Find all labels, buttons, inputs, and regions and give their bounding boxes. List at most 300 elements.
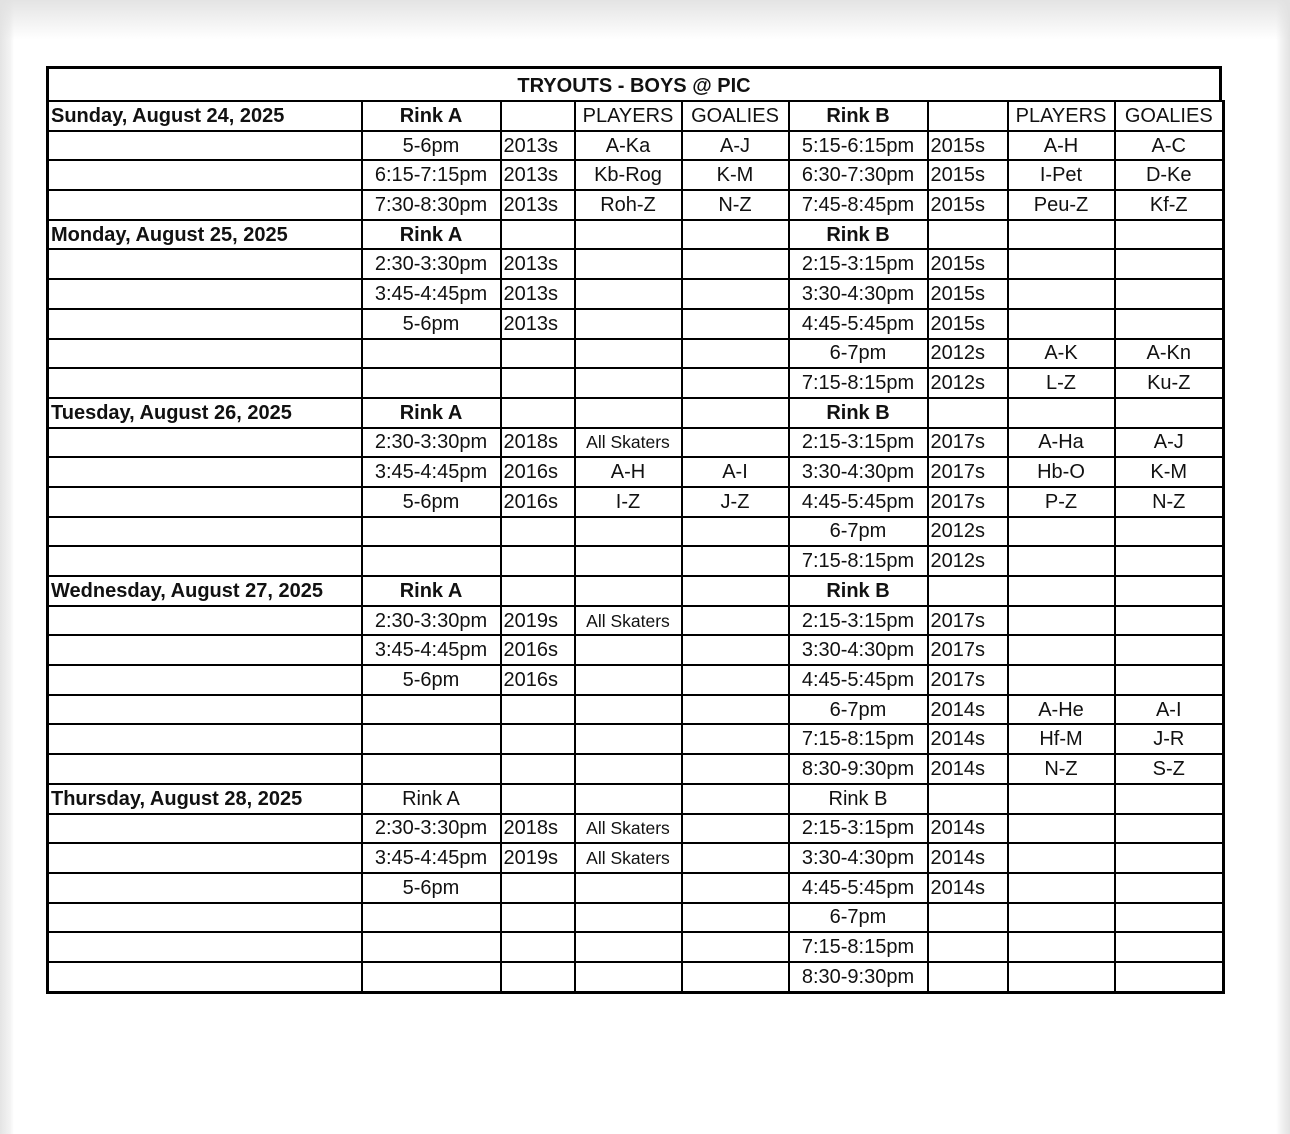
rink-a-birth-year: 2016s	[501, 487, 575, 517]
table-row	[48, 665, 1224, 695]
rink-a-players	[575, 546, 682, 576]
rink-b-time: 7:15-8:15pm	[789, 724, 928, 754]
rink-a-players: I-Z	[575, 487, 682, 517]
rink-b-goalies	[1115, 517, 1224, 547]
table-row	[48, 903, 1224, 933]
rink-b-goalies: D-Ke	[1115, 160, 1224, 190]
rink-b-players	[1008, 635, 1115, 665]
tryout-schedule-sheet	[46, 66, 1222, 994]
rink-b-players	[1008, 606, 1115, 636]
rink-b-birth-year	[928, 903, 1008, 933]
rink-a-label: Rink A	[362, 398, 501, 428]
table-row	[48, 546, 1224, 576]
rink-a-goalies	[682, 279, 789, 309]
rink-b-birth-year: 2015s	[928, 249, 1008, 279]
rink-a-time	[362, 903, 501, 933]
rink-b-players: Hf-M	[1008, 724, 1115, 754]
rink-b-birth-year: 2017s	[928, 428, 1008, 458]
day-spacer-cell	[48, 873, 362, 903]
rink-a-birth-year	[501, 546, 575, 576]
schedule-table	[46, 100, 1225, 994]
rink-b-birth-year: 2015s	[928, 131, 1008, 161]
rink-a-players	[575, 339, 682, 369]
rink-a-players	[575, 932, 682, 962]
rink-a-time: 2:30-3:30pm	[362, 428, 501, 458]
day-spacer-cell	[48, 814, 362, 844]
rink-a-birth-year: 2016s	[501, 665, 575, 695]
rink-a-players	[575, 517, 682, 547]
rink-a-goalies: N-Z	[682, 190, 789, 220]
players-a-header	[575, 576, 682, 606]
goalies-a-header	[682, 784, 789, 814]
rink-b-label: Rink B	[789, 784, 928, 814]
table-row	[48, 160, 1224, 190]
rink-b-goalies: N-Z	[1115, 487, 1224, 517]
rink-b-goalies	[1115, 962, 1224, 992]
day-spacer-cell	[48, 932, 362, 962]
rink-b-label: Rink B	[789, 398, 928, 428]
rink-b-goalies: K-M	[1115, 457, 1224, 487]
rink-a-goalies	[682, 635, 789, 665]
rink-b-birth-year: 2017s	[928, 665, 1008, 695]
rink-b-players: A-He	[1008, 695, 1115, 725]
rink-a-birth-year: 2018s	[501, 814, 575, 844]
day-label: Sunday, August 24, 2025	[48, 101, 362, 131]
table-row	[48, 190, 1224, 220]
table-row	[48, 695, 1224, 725]
rink-b-time: 2:15-3:15pm	[789, 814, 928, 844]
rink-a-birth-year	[501, 962, 575, 992]
rink-b-players: P-Z	[1008, 487, 1115, 517]
rink-a-birth-year	[501, 517, 575, 547]
rink-b-goalies: A-J	[1115, 428, 1224, 458]
rink-b-players	[1008, 873, 1115, 903]
goalies-b-header: GOALIES	[1115, 101, 1224, 131]
table-row	[48, 487, 1224, 517]
rink-b-time: 2:15-3:15pm	[789, 428, 928, 458]
rink-b-time: 6:30-7:30pm	[789, 160, 928, 190]
rink-a-time: 2:30-3:30pm	[362, 814, 501, 844]
rink-a-goalies	[682, 962, 789, 992]
rink-a-players: Roh-Z	[575, 190, 682, 220]
rink-b-time: 7:15-8:15pm	[789, 932, 928, 962]
day-spacer-cell	[48, 843, 362, 873]
table-row	[48, 249, 1224, 279]
rink-a-time: 5-6pm	[362, 309, 501, 339]
rink-b-time: 4:45-5:45pm	[789, 873, 928, 903]
rink-a-time: 7:30-8:30pm	[362, 190, 501, 220]
rink-a-goalies	[682, 517, 789, 547]
rink-a-time: 3:45-4:45pm	[362, 635, 501, 665]
schedule-body	[48, 101, 1224, 992]
rink-b-time: 6-7pm	[789, 903, 928, 933]
rink-a-label: Rink A	[362, 576, 501, 606]
rink-a-goalies	[682, 932, 789, 962]
players-a-header	[575, 784, 682, 814]
table-row	[48, 279, 1224, 309]
rink-b-time: 3:30-4:30pm	[789, 635, 928, 665]
rink-b-time: 3:30-4:30pm	[789, 457, 928, 487]
rink-a-time: 5-6pm	[362, 131, 501, 161]
rink-b-birth-year: 2014s	[928, 814, 1008, 844]
rink-b-birth-year: 2017s	[928, 606, 1008, 636]
rink-a-players: All Skaters	[575, 814, 682, 844]
rink-b-goalies	[1115, 932, 1224, 962]
rink-b-goalies	[1115, 635, 1224, 665]
table-row	[48, 517, 1224, 547]
rink-b-players	[1008, 903, 1115, 933]
rink-b-players	[1008, 517, 1115, 547]
rink-b-birth-year: 2012s	[928, 339, 1008, 369]
rink-b-time: 7:15-8:15pm	[789, 546, 928, 576]
rink-a-goalies	[682, 428, 789, 458]
table-row	[48, 131, 1224, 161]
players-b-header	[1008, 220, 1115, 250]
rink-b-goalies: J-R	[1115, 724, 1224, 754]
rink-a-birth-year: 2016s	[501, 457, 575, 487]
rink-b-birth-year: 2015s	[928, 279, 1008, 309]
rink-a-players	[575, 665, 682, 695]
day-spacer-cell	[48, 487, 362, 517]
rink-a-time: 3:45-4:45pm	[362, 843, 501, 873]
rink-a-goalies	[682, 368, 789, 398]
rink-b-goalies: A-I	[1115, 695, 1224, 725]
day-spacer-cell	[48, 695, 362, 725]
day-label: Thursday, August 28, 2025	[48, 784, 362, 814]
rink-b-players: N-Z	[1008, 754, 1115, 784]
rink-a-time: 2:30-3:30pm	[362, 606, 501, 636]
rink-a-players	[575, 724, 682, 754]
table-row	[48, 457, 1224, 487]
rink-b-goalies	[1115, 249, 1224, 279]
day-header-row	[48, 220, 1224, 250]
rink-a-goalies	[682, 754, 789, 784]
rink-a-players	[575, 695, 682, 725]
day-header-row	[48, 101, 1224, 131]
rink-a-players	[575, 309, 682, 339]
table-row	[48, 635, 1224, 665]
rink-b-time: 2:15-3:15pm	[789, 249, 928, 279]
rink-a-players	[575, 249, 682, 279]
rink-b-goalies	[1115, 843, 1224, 873]
empty-cell	[928, 220, 1008, 250]
rink-b-time: 8:30-9:30pm	[789, 962, 928, 992]
day-header-row	[48, 784, 1224, 814]
table-row	[48, 843, 1224, 873]
rink-a-time	[362, 546, 501, 576]
rink-a-time: 3:45-4:45pm	[362, 457, 501, 487]
rink-a-birth-year: 2019s	[501, 606, 575, 636]
players-b-header	[1008, 576, 1115, 606]
rink-a-goalies: J-Z	[682, 487, 789, 517]
rink-b-birth-year: 2017s	[928, 487, 1008, 517]
rink-a-goalies	[682, 249, 789, 279]
day-spacer-cell	[48, 190, 362, 220]
day-spacer-cell	[48, 903, 362, 933]
day-spacer-cell	[48, 665, 362, 695]
rink-b-goalies	[1115, 814, 1224, 844]
day-spacer-cell	[48, 457, 362, 487]
day-spacer-cell	[48, 131, 362, 161]
empty-cell	[928, 101, 1008, 131]
table-row	[48, 962, 1224, 992]
rink-b-birth-year: 2015s	[928, 190, 1008, 220]
rink-b-players	[1008, 962, 1115, 992]
rink-a-birth-year: 2013s	[501, 160, 575, 190]
day-header-row	[48, 398, 1224, 428]
table-row	[48, 339, 1224, 369]
rink-a-players: A-H	[575, 457, 682, 487]
rink-b-players	[1008, 814, 1115, 844]
rink-a-goalies	[682, 606, 789, 636]
rink-a-birth-year	[501, 724, 575, 754]
rink-b-goalies	[1115, 665, 1224, 695]
players-a-header: PLAYERS	[575, 101, 682, 131]
day-spacer-cell	[48, 546, 362, 576]
rink-a-birth-year: 2019s	[501, 843, 575, 873]
rink-a-time	[362, 368, 501, 398]
rink-b-players	[1008, 546, 1115, 576]
rink-a-goalies: A-I	[682, 457, 789, 487]
rink-b-label: Rink B	[789, 576, 928, 606]
table-row	[48, 754, 1224, 784]
day-label: Tuesday, August 26, 2025	[48, 398, 362, 428]
rink-a-label: Rink A	[362, 220, 501, 250]
empty-cell	[928, 576, 1008, 606]
rink-a-goalies	[682, 546, 789, 576]
rink-b-birth-year: 2017s	[928, 457, 1008, 487]
rink-b-birth-year: 2014s	[928, 754, 1008, 784]
empty-cell	[928, 398, 1008, 428]
rink-b-players	[1008, 249, 1115, 279]
rink-b-players: A-K	[1008, 339, 1115, 369]
rink-a-time: 5-6pm	[362, 487, 501, 517]
rink-b-goalies: A-Kn	[1115, 339, 1224, 369]
rink-a-goalies	[682, 843, 789, 873]
rink-b-time: 6-7pm	[789, 695, 928, 725]
rink-a-time	[362, 517, 501, 547]
day-spacer-cell	[48, 160, 362, 190]
rink-a-players: All Skaters	[575, 428, 682, 458]
rink-b-goalies	[1115, 309, 1224, 339]
table-row	[48, 606, 1224, 636]
rink-a-players: Kb-Rog	[575, 160, 682, 190]
rink-a-players: A-Ka	[575, 131, 682, 161]
table-row	[48, 932, 1224, 962]
rink-b-time: 7:45-8:45pm	[789, 190, 928, 220]
rink-b-players	[1008, 309, 1115, 339]
rink-b-label: Rink B	[789, 220, 928, 250]
rink-b-birth-year: 2012s	[928, 546, 1008, 576]
rink-b-goalies	[1115, 279, 1224, 309]
rink-a-players: All Skaters	[575, 843, 682, 873]
rink-a-goalies	[682, 309, 789, 339]
goalies-b-header	[1115, 576, 1224, 606]
rink-b-birth-year: 2012s	[928, 368, 1008, 398]
goalies-b-header	[1115, 784, 1224, 814]
rink-a-birth-year	[501, 695, 575, 725]
rink-b-time: 7:15-8:15pm	[789, 368, 928, 398]
rink-a-players	[575, 368, 682, 398]
goalies-a-header	[682, 398, 789, 428]
rink-b-goalies: S-Z	[1115, 754, 1224, 784]
day-spacer-cell	[48, 724, 362, 754]
rink-b-time: 4:45-5:45pm	[789, 309, 928, 339]
rink-a-players	[575, 903, 682, 933]
rink-a-birth-year	[501, 339, 575, 369]
rink-a-time: 5-6pm	[362, 665, 501, 695]
table-row	[48, 814, 1224, 844]
rink-a-time	[362, 754, 501, 784]
table-row	[48, 724, 1224, 754]
rink-a-time: 5-6pm	[362, 873, 501, 903]
table-row	[48, 368, 1224, 398]
rink-b-time: 8:30-9:30pm	[789, 754, 928, 784]
rink-b-time: 3:30-4:30pm	[789, 843, 928, 873]
day-spacer-cell	[48, 962, 362, 992]
empty-cell	[501, 576, 575, 606]
rink-b-players: L-Z	[1008, 368, 1115, 398]
rink-b-goalies	[1115, 606, 1224, 636]
rink-b-birth-year	[928, 962, 1008, 992]
day-spacer-cell	[48, 368, 362, 398]
rink-b-players: Peu-Z	[1008, 190, 1115, 220]
rink-a-birth-year	[501, 932, 575, 962]
empty-cell	[501, 101, 575, 131]
rink-a-birth-year	[501, 368, 575, 398]
goalies-a-header	[682, 576, 789, 606]
rink-a-birth-year: 2013s	[501, 309, 575, 339]
rink-a-goalies: K-M	[682, 160, 789, 190]
day-label: Wednesday, August 27, 2025	[48, 576, 362, 606]
rink-b-birth-year: 2014s	[928, 695, 1008, 725]
rink-b-birth-year: 2014s	[928, 843, 1008, 873]
rink-b-birth-year: 2014s	[928, 873, 1008, 903]
day-label: Monday, August 25, 2025	[48, 220, 362, 250]
rink-b-players: Hb-O	[1008, 457, 1115, 487]
rink-b-time: 4:45-5:45pm	[789, 665, 928, 695]
rink-b-time: 6-7pm	[789, 517, 928, 547]
rink-b-players	[1008, 279, 1115, 309]
rink-a-players	[575, 754, 682, 784]
rink-b-birth-year	[928, 932, 1008, 962]
rink-a-players: All Skaters	[575, 606, 682, 636]
rink-b-time: 2:15-3:15pm	[789, 606, 928, 636]
goalies-a-header: GOALIES	[682, 101, 789, 131]
rink-b-goalies	[1115, 903, 1224, 933]
rink-a-label: Rink A	[362, 784, 501, 814]
empty-cell	[501, 398, 575, 428]
rink-a-time	[362, 724, 501, 754]
players-b-header	[1008, 784, 1115, 814]
rink-a-birth-year	[501, 754, 575, 784]
rink-a-time: 3:45-4:45pm	[362, 279, 501, 309]
day-spacer-cell	[48, 754, 362, 784]
rink-a-time	[362, 695, 501, 725]
rink-a-goalies	[682, 873, 789, 903]
rink-b-goalies	[1115, 873, 1224, 903]
rink-b-birth-year: 2012s	[928, 517, 1008, 547]
rink-b-players: A-H	[1008, 131, 1115, 161]
rink-b-goalies: A-C	[1115, 131, 1224, 161]
players-a-header	[575, 398, 682, 428]
rink-a-birth-year: 2013s	[501, 279, 575, 309]
rink-a-players	[575, 635, 682, 665]
rink-b-birth-year: 2015s	[928, 160, 1008, 190]
rink-b-birth-year: 2014s	[928, 724, 1008, 754]
table-row	[48, 428, 1224, 458]
day-header-row	[48, 576, 1224, 606]
rink-a-goalies	[682, 695, 789, 725]
rink-b-players: A-Ha	[1008, 428, 1115, 458]
rink-b-birth-year: 2015s	[928, 309, 1008, 339]
rink-b-time: 5:15-6:15pm	[789, 131, 928, 161]
empty-cell	[928, 784, 1008, 814]
rink-b-players	[1008, 843, 1115, 873]
empty-cell	[501, 220, 575, 250]
day-spacer-cell	[48, 249, 362, 279]
rink-a-birth-year	[501, 873, 575, 903]
players-b-header	[1008, 398, 1115, 428]
rink-a-goalies	[682, 339, 789, 369]
rink-b-time: 3:30-4:30pm	[789, 279, 928, 309]
day-spacer-cell	[48, 635, 362, 665]
rink-b-goalies	[1115, 546, 1224, 576]
rink-b-label: Rink B	[789, 101, 928, 131]
rink-a-time: 6:15-7:15pm	[362, 160, 501, 190]
rink-a-goalies: A-J	[682, 131, 789, 161]
goalies-b-header	[1115, 398, 1224, 428]
rink-a-time	[362, 339, 501, 369]
empty-cell	[501, 784, 575, 814]
day-spacer-cell	[48, 428, 362, 458]
rink-b-time: 6-7pm	[789, 339, 928, 369]
rink-a-birth-year	[501, 903, 575, 933]
rink-a-birth-year: 2018s	[501, 428, 575, 458]
rink-a-birth-year: 2016s	[501, 635, 575, 665]
goalies-b-header	[1115, 220, 1224, 250]
rink-a-time	[362, 932, 501, 962]
rink-a-time: 2:30-3:30pm	[362, 249, 501, 279]
rink-a-goalies	[682, 724, 789, 754]
table-row	[48, 309, 1224, 339]
rink-a-goalies	[682, 814, 789, 844]
rink-a-birth-year: 2013s	[501, 249, 575, 279]
rink-a-birth-year: 2013s	[501, 190, 575, 220]
rink-b-goalies: Ku-Z	[1115, 368, 1224, 398]
rink-b-goalies: Kf-Z	[1115, 190, 1224, 220]
rink-b-time: 4:45-5:45pm	[789, 487, 928, 517]
day-spacer-cell	[48, 279, 362, 309]
rink-b-players: I-Pet	[1008, 160, 1115, 190]
rink-b-players	[1008, 665, 1115, 695]
rink-a-players	[575, 279, 682, 309]
schedule-title: TRYOUTS - BOYS @ PIC	[46, 69, 1222, 100]
players-b-header: PLAYERS	[1008, 101, 1115, 131]
day-spacer-cell	[48, 517, 362, 547]
players-a-header	[575, 220, 682, 250]
day-spacer-cell	[48, 606, 362, 636]
rink-a-time	[362, 962, 501, 992]
rink-b-birth-year: 2017s	[928, 635, 1008, 665]
day-spacer-cell	[48, 309, 362, 339]
day-spacer-cell	[48, 339, 362, 369]
goalies-a-header	[682, 220, 789, 250]
rink-b-players	[1008, 932, 1115, 962]
rink-a-birth-year: 2013s	[501, 131, 575, 161]
rink-a-label: Rink A	[362, 101, 501, 131]
rink-a-goalies	[682, 665, 789, 695]
